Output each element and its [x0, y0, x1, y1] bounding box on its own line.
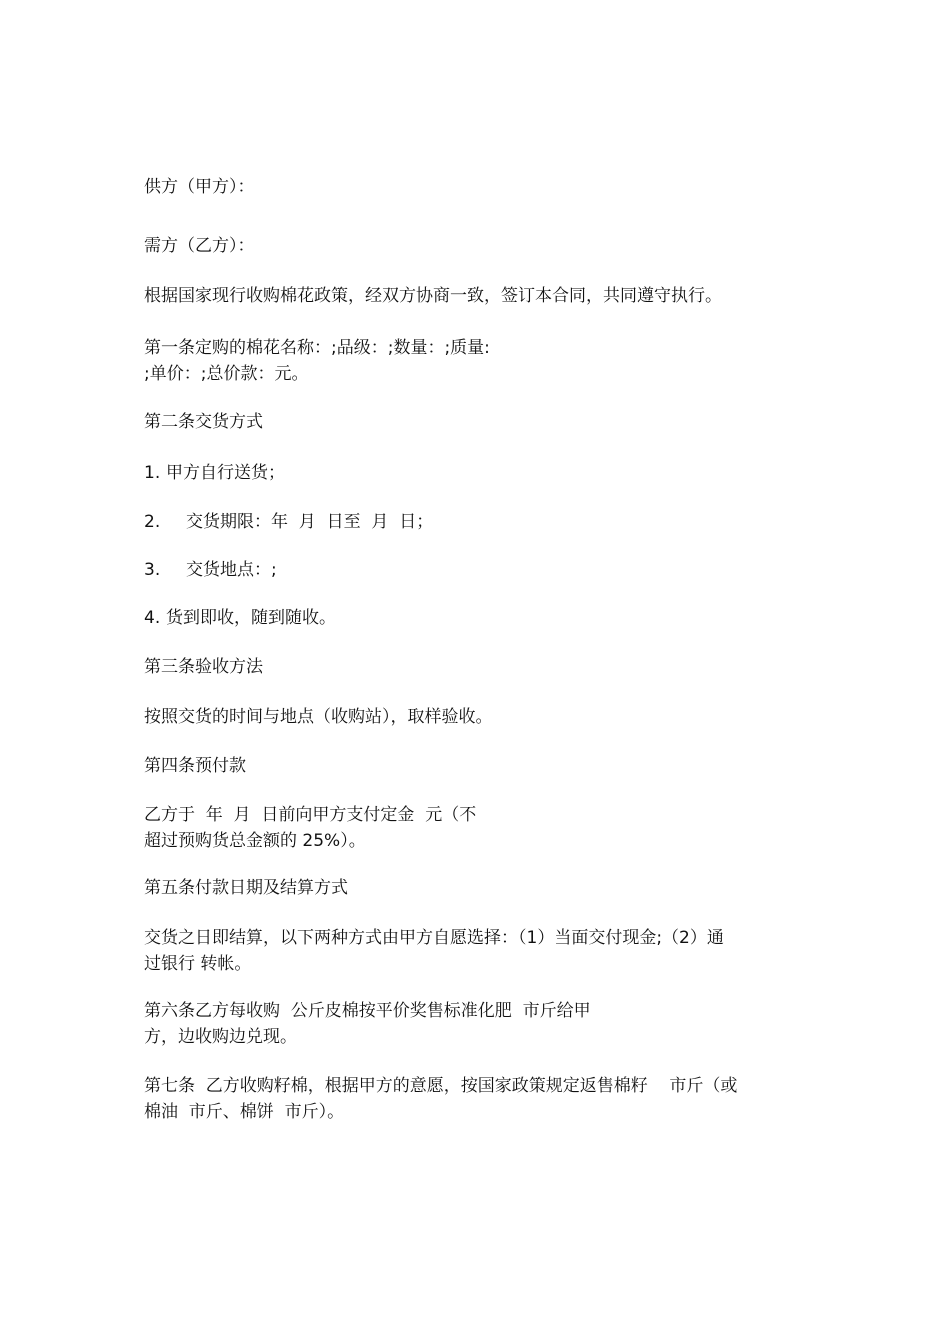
- item-text: 货到即收，随到随收。: [166, 608, 336, 628]
- item-text: 甲方自行送货；: [166, 463, 285, 483]
- article4-heading: 第四条预付款: [144, 756, 246, 776]
- article5-line2: 过银行 转帐。: [144, 954, 252, 974]
- article3-heading: 第三条验收方法: [144, 657, 263, 677]
- article5-heading: 第五条付款日期及结算方式: [144, 878, 348, 898]
- item-number: 3.: [144, 560, 161, 580]
- article1-line2: ;单价：;总价款：元。: [144, 364, 309, 384]
- article6-line2: 方，边收购边兑现。: [144, 1027, 297, 1047]
- article4-line1: 乙方于 年 月 日前向甲方支付定金 元（不: [144, 805, 477, 825]
- article2-item-4: [144, 606, 336, 631]
- article4-line2: 超过预购货总金额的 25%）。: [144, 831, 366, 851]
- item-number: 4.: [144, 608, 161, 628]
- item-text: 交货期限：年 月 日至 月 日；: [186, 512, 434, 532]
- article1-line1: 第一条定购的棉花名称：;品级：;数量：;质量:: [144, 338, 490, 358]
- article7-line2: 棉油 市斤、棉饼 市斤）。: [144, 1102, 345, 1122]
- article2-heading: 第二条交货方式: [144, 412, 263, 432]
- article2-item-2: [144, 510, 433, 535]
- article6-line1: 第六条乙方每收购 公斤皮棉按平价奖售标准化肥 市斤给甲: [144, 1001, 591, 1021]
- buyer-line: 需方（乙方）：: [144, 236, 255, 256]
- article5-line1: 交货之日即结算，以下两种方式由甲方自愿选择：（1）当面交付现金;（2）通: [144, 928, 724, 948]
- article2-item-3: [144, 558, 277, 583]
- article7-line1: 第七条 乙方收购籽棉，根据甲方的意愿，按国家政策规定返售棉籽 市斤（或: [144, 1076, 738, 1096]
- article2-item-1: [144, 461, 285, 486]
- supplier-line: 供方（甲方）：: [144, 177, 255, 197]
- article3-body: 按照交货的时间与地点（收购站），取样验收。: [144, 707, 493, 727]
- item-number: 2.: [144, 512, 161, 532]
- preamble: 根据国家现行收购棉花政策，经双方协商一致，签订本合同，共同遵守执行。: [144, 286, 722, 306]
- item-number: 1.: [144, 463, 161, 483]
- item-text: 交货地点：;: [186, 560, 277, 580]
